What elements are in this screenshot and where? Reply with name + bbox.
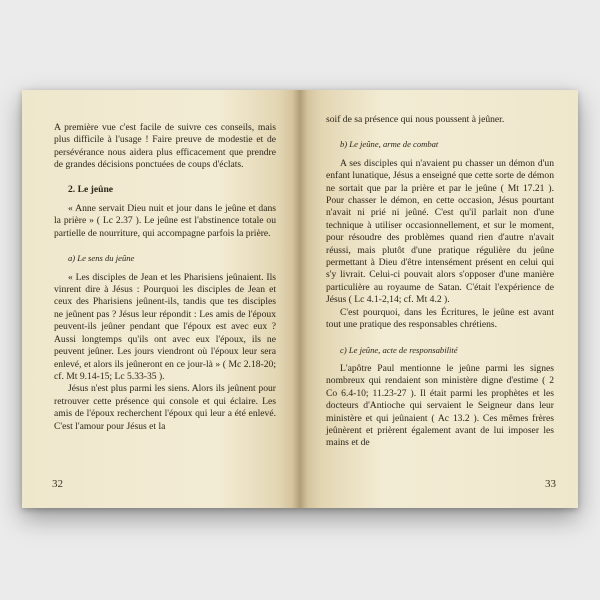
subsection-heading-c: c) Le jeûne, acte de responsabilité xyxy=(340,344,458,355)
right-page-text xyxy=(326,114,554,450)
continuation-paragraph: soif de sa présence qui nous poussent à jeûner. xyxy=(326,114,505,125)
combat-paragraph: A ses disciples qui n'avaient pu chasser un démon d'un enfant lunatique, Jésus a enseigné que cette sorte de démon ne sortait que par la prière et par le jeûne ( Mt 17.21 ). Pour chasser le démon, en cette occasion, Jésus pourtant n'avait ni prié ni jeûné. C'est qu'il parlait non d'une technique à utiliser occasionnellement, et sur le moment, pour résoudre des problèmes quand rien d'autre n'avait réussi, mais plutôt d'une pratique régulière du jeûne permettant à Dieu d'être intensément présent en celui qui s'y livrait. Celui-ci pouvait alors s'opposer d'une manière particulière au royaume de Satan. C'était l'expérience de Jésus ( Lc 4.1-2,14; cf. Mt 4.2 ). xyxy=(326,157,554,306)
disciples-paragraph: « Les disciples de Jean et les Pharisiens jeûnaient. Ils vinrent dire à Jésus : Pourquoi les disciples de Jean et ceux des Pharisiens jeûnent-ils, tandis que tes disciples ne jeûnent pas ? Jésus leur répondit : Les amis de l'époux peuvent-ils jeûner pendant que l'époux est avec eux ? Aussi longtemps qu'ils ont avec eux l'époux, ils ne peuvent jeûner. Les jours viendront où l'époux leur sera enlevé, et alors ils jeûneront en ce jour-là » ( Mc 2.18-20; cf. Mt 9.14-15; Lc 5.33-35 ). xyxy=(54,271,276,382)
page-number-right: 33 xyxy=(545,478,556,490)
section-heading-fasting: 2. Le jeûne xyxy=(68,183,114,195)
paul-paragraph: L'apôtre Paul mentionne le jeûne parmi les signes nombreux qui rendaient son ministère digne d'estime ( 2 Co 6.4-10; 11.23-27 ). Il était parmi les prophètes et les docteurs d'Antioche qui servaient le Seigneur dans leur ministère et qui jeûnaient ( Ac 13.2 ). Ces mêmes frères jeûnèrent et prièrent également avant de lui imposer les mains et de xyxy=(326,362,554,449)
anne-paragraph: « Anne servait Dieu nuit et jour dans le jeûne et dans la prière » ( Lc 2.37 ). Le jeûne est l'abstinence totale ou partielle de nourriture, qui accompagne parfois la prière. xyxy=(54,203,276,239)
left-page-text xyxy=(54,122,276,433)
page-number-left: 32 xyxy=(52,478,63,490)
subsection-heading-a: a) Le sens du jeûne xyxy=(68,253,135,264)
left-page xyxy=(22,90,300,508)
subsection-heading-b: b) Le jeûne, arme de combat xyxy=(340,139,439,150)
open-book xyxy=(22,90,578,508)
book-gutter-shadow xyxy=(292,90,308,508)
leaders-paragraph: C'est pourquoi, dans les Écritures, le jeûne est avant tout une pratique des responsables chrétiens. xyxy=(326,306,554,331)
intro-paragraph: A première vue c'est facile de suivre ces conseils, mais plus difficile à l'usage ! Faire preuve de modestie et de persévérance nous aidera plus efficacement que prendre de grandes décisions ponctuées de coups d'éclats. xyxy=(54,122,276,171)
jesus-paragraph: Jésus n'est plus parmi les siens. Alors ils jeûnent pour retrouver cette présence qui console et qui éclaire. Les amis de l'époux recherchent l'époux qui leur a été enlevé. C'est l'amour pour Jésus et la xyxy=(54,383,276,432)
right-page xyxy=(300,90,578,508)
